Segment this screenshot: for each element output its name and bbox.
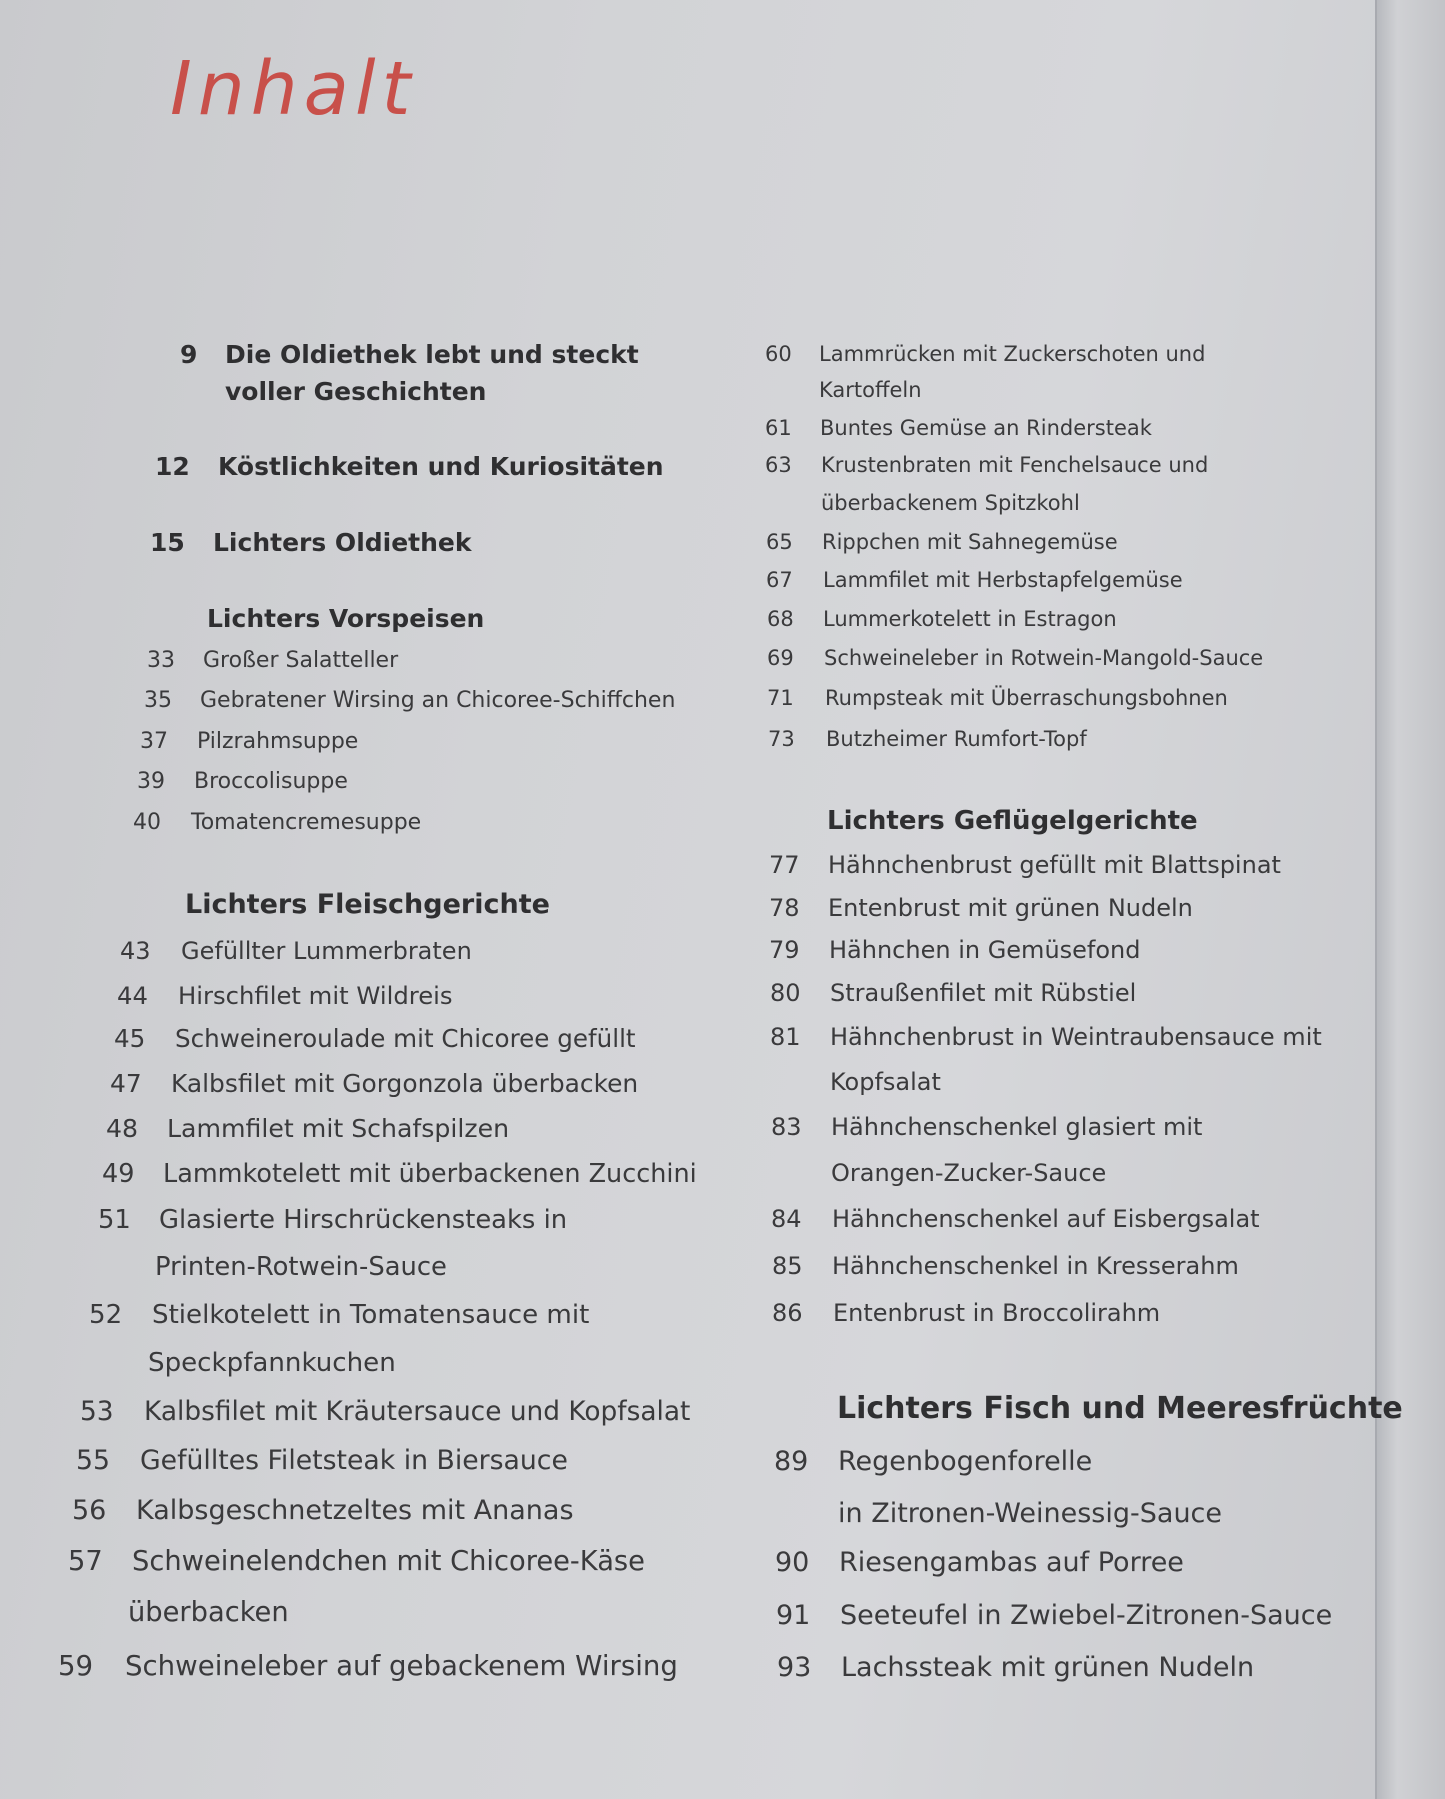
- fleisch-page-number: 67: [766, 568, 793, 592]
- fleisch-page-number: 44: [117, 981, 148, 1010]
- gefluegel-item: Entenbrust in Broccolirahm: [833, 1299, 1161, 1327]
- vorspeisen-item: Gebratener Wirsing an Chicoree-Schiffchen: [200, 688, 676, 713]
- fisch-page-number: 93: [777, 1652, 812, 1683]
- gefluegel-page-number: 78: [769, 894, 800, 922]
- intro-entry-title: Die Oldiethek lebt und steckt: [225, 340, 639, 369]
- gefluegel-item: Hähnchenbrust gefüllt mit Blattspinat: [828, 851, 1281, 879]
- section-heading-vorspeisen: Lichters Vorspeisen: [207, 604, 485, 633]
- gefluegel-page-number: 81: [770, 1023, 801, 1051]
- gefluegel-page-number: 77: [769, 851, 800, 879]
- fleisch-item: Schweineleber in Rotwein-Mangold-Sauce: [824, 646, 1264, 670]
- fleisch-item: Lummerkotelett in Estragon: [823, 607, 1117, 631]
- fleisch-page-number: 55: [76, 1445, 110, 1476]
- vorspeisen-item: Großer Salatteller: [203, 648, 399, 673]
- fleisch-item: Lammfilet mit Schafspilzen: [167, 1114, 510, 1143]
- intro-page-number: 12: [155, 452, 190, 481]
- fleisch-item: Rumpsteak mit Überraschungsbohnen: [825, 686, 1228, 710]
- gefluegel-page-number: 85: [772, 1252, 803, 1280]
- fleisch-item-continuation: Printen-Rotwein-Sauce: [155, 1252, 447, 1282]
- vorspeisen-page-number: 37: [140, 729, 168, 754]
- fleisch-page-number: 49: [102, 1159, 135, 1189]
- fleisch-page-number: 56: [72, 1495, 107, 1526]
- fisch-item: Regenbogenforelle: [838, 1446, 1093, 1477]
- section-heading-fisch: Lichters Fisch und Meeresfrüchte: [837, 1391, 1403, 1426]
- fleisch-item: Lammfilet mit Herbstapfelgemüse: [823, 568, 1183, 592]
- fleisch-page-number: 65: [766, 530, 793, 554]
- fleisch-item: Schweineleber auf gebackenem Wirsing: [125, 1649, 678, 1682]
- section-heading-fleisch: Lichters Fleischgerichte: [185, 889, 550, 920]
- fleisch-item: Kalbsgeschnetzeltes mit Ananas: [136, 1495, 574, 1526]
- fleisch-item: Schweineroulade mit Chicoree gefüllt: [175, 1024, 636, 1053]
- vorspeisen-item: Pilzrahmsuppe: [197, 729, 359, 754]
- section-heading-gefluegel: Lichters Geflügelgerichte: [827, 806, 1198, 836]
- intro-entry-title: Köstlichkeiten und Kuriositäten: [218, 452, 664, 481]
- fleisch-item: Rippchen mit Sahnegemüse: [822, 530, 1118, 554]
- gefluegel-item: Hähnchenschenkel glasiert mit: [831, 1113, 1203, 1141]
- fleisch-page-number: 53: [80, 1396, 114, 1427]
- fleisch-item: Stielkotelett in Tomatensauce mit: [152, 1300, 590, 1330]
- gefluegel-item: Straußenfilet mit Rübstiel: [830, 979, 1137, 1007]
- gefluegel-item: Hähnchenschenkel auf Eisbergsalat: [832, 1205, 1260, 1233]
- fisch-item: Riesengambas auf Porree: [839, 1547, 1184, 1578]
- fleisch-item: Krustenbraten mit Fenchelsauce und: [821, 453, 1209, 477]
- fisch-page-number: 90: [775, 1547, 810, 1578]
- fleisch-page-number: 52: [89, 1300, 123, 1330]
- fleisch-item: Lammkotelett mit überbackenen Zucchini: [163, 1159, 697, 1189]
- fleisch-page-number: 43: [120, 937, 151, 965]
- fleisch-page-number: 61: [765, 416, 792, 440]
- gefluegel-page-number: 86: [772, 1299, 803, 1327]
- vorspeisen-page-number: 35: [144, 688, 172, 713]
- fleisch-page-number: 71: [767, 686, 794, 710]
- page-title: Inhalt: [170, 46, 417, 132]
- fleisch-item: Gefülltes Filetsteak in Biersauce: [140, 1445, 568, 1476]
- fleisch-item: Kalbsfilet mit Gorgonzola überbacken: [171, 1069, 639, 1098]
- vorspeisen-page-number: 40: [133, 810, 161, 835]
- fleisch-page-number: 57: [68, 1546, 103, 1577]
- gefluegel-item-continuation: Orangen-Zucker-Sauce: [831, 1159, 1107, 1187]
- intro-page-number: 9: [180, 340, 198, 369]
- fleisch-page-number: 51: [98, 1205, 131, 1235]
- vorspeisen-page-number: 39: [137, 769, 165, 794]
- fleisch-page-number: 68: [767, 607, 794, 631]
- fleisch-page-number: 59: [58, 1649, 94, 1682]
- gefluegel-item: Entenbrust mit grünen Nudeln: [828, 894, 1193, 922]
- vorspeisen-item: Broccolisuppe: [194, 769, 348, 794]
- fisch-item: Lachssteak mit grünen Nudeln: [841, 1652, 1255, 1683]
- gefluegel-item: Hähnchenschenkel in Kresserahm: [832, 1252, 1239, 1280]
- fleisch-item: Butzheimer Rumfort-Topf: [826, 727, 1087, 751]
- gefluegel-page-number: 80: [770, 979, 801, 1007]
- fleisch-page-number: 60: [765, 342, 792, 366]
- fleisch-item: Gefüllter Lummerbraten: [181, 937, 472, 965]
- fleisch-page-number: 48: [106, 1114, 139, 1143]
- fleisch-item: Buntes Gemüse an Rindersteak: [820, 416, 1152, 440]
- gefluegel-page-number: 83: [771, 1113, 802, 1141]
- gefluegel-item: Hähnchenbrust in Weintraubensauce mit: [830, 1023, 1322, 1051]
- fleisch-item-continuation: Kartoffeln: [819, 378, 922, 402]
- vorspeisen-page-number: 33: [147, 648, 175, 673]
- page-edge: [1375, 0, 1445, 1799]
- fleisch-page-number: 63: [765, 453, 792, 477]
- fleisch-item: Kalbsfilet mit Kräutersauce und Kopfsalat: [144, 1396, 691, 1427]
- fleisch-item-continuation: überbackenem Spitzkohl: [821, 491, 1080, 515]
- fisch-page-number: 89: [774, 1446, 809, 1477]
- gefluegel-item-continuation: Kopfsalat: [830, 1068, 941, 1096]
- gefluegel-item: Hähnchen in Gemüsefond: [829, 936, 1141, 964]
- fisch-page-number: 91: [776, 1600, 811, 1631]
- fisch-item-continuation: in Zitronen-Weinessig-Sauce: [838, 1498, 1223, 1529]
- intro-entry-title: voller Geschichten: [225, 377, 487, 406]
- intro-page-number: 15: [150, 528, 185, 557]
- fleisch-item: Glasierte Hirschrückensteaks in: [159, 1205, 568, 1235]
- fleisch-item-continuation: Speckpfannkuchen: [148, 1348, 396, 1378]
- fleisch-page-number: 69: [767, 646, 794, 670]
- fleisch-page-number: 73: [768, 727, 795, 751]
- fleisch-item: Lammrücken mit Zuckerschoten und: [819, 342, 1206, 366]
- fleisch-page-number: 45: [114, 1024, 146, 1053]
- intro-entry-title: Lichters Oldiethek: [213, 528, 472, 557]
- gefluegel-page-number: 79: [769, 936, 800, 964]
- fisch-item: Seeteufel in Zwiebel-Zitronen-Sauce: [840, 1600, 1333, 1631]
- fleisch-item: Schweinelendchen mit Chicoree-Käse: [132, 1546, 645, 1577]
- fleisch-item-continuation: überbacken: [128, 1597, 289, 1628]
- fleisch-page-number: 47: [110, 1069, 142, 1098]
- gefluegel-page-number: 84: [771, 1205, 802, 1233]
- fleisch-item: Hirschfilet mit Wildreis: [178, 981, 453, 1010]
- vorspeisen-item: Tomatencremesuppe: [191, 810, 422, 835]
